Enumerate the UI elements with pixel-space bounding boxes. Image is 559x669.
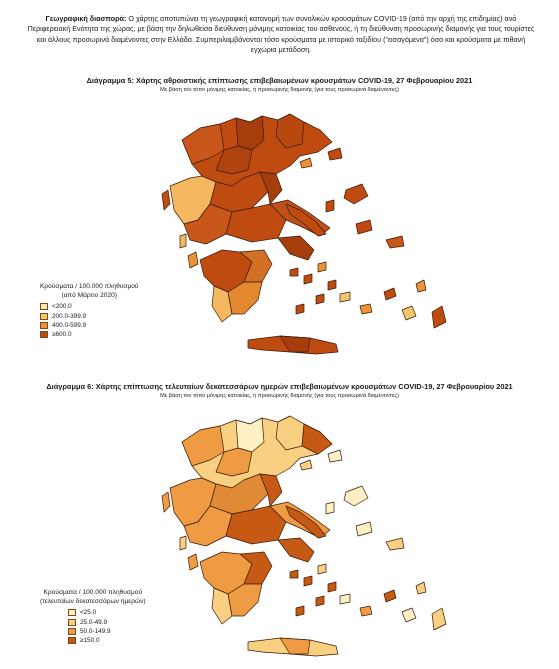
island	[188, 252, 198, 268]
figure5-legend	[40, 282, 139, 340]
legend-swatch	[40, 322, 48, 329]
legend-item: 50.0-149.9	[68, 627, 146, 636]
legend-swatch	[68, 619, 76, 626]
island	[356, 522, 372, 536]
region	[278, 236, 314, 260]
island	[300, 460, 312, 470]
island	[316, 294, 324, 304]
island	[296, 606, 304, 616]
legend-subtitle: (από Μάρτιο 2020)	[61, 292, 117, 299]
legend-swatch	[68, 609, 76, 616]
island	[344, 486, 368, 506]
island	[328, 148, 342, 160]
island	[180, 536, 186, 550]
island	[344, 184, 368, 204]
island	[432, 306, 446, 328]
legend-item: ≥150.0	[68, 636, 146, 645]
island	[304, 576, 312, 586]
intro-text: Ο χάρτης αποτυπώνει τη γεωγραφική κατανομή των συνολικών κρουσμάτων COVID-19 (από την αρχή της επιδημίας) ανά Περιφερειακή Ενότητα της χώρας, με βάση την δηλωθείσα διεύθυνση μόνιμης κατοικίας του ασθενούς, ή τη διεύθυνση προσωρινής διαμονής για τους τουρίστες και άλλους προσωρινά διαμένοντες στην Ελλάδα. Συμπεριλαμβάνονται τόσο κρούσματα με ιστορικό ταξιδίου (“εισαγόμενα”) όσο και κρούσματα με πιθανή εγχώρια μετάδοση.	[27, 14, 535, 55]
island	[328, 450, 342, 462]
island	[162, 190, 170, 210]
legend-title: Κρούσματα / 100.000 πληθυσμού	[43, 589, 143, 596]
legend-swatch	[40, 313, 48, 320]
island	[188, 554, 198, 570]
island	[318, 564, 326, 574]
island	[318, 262, 326, 272]
island	[340, 292, 350, 302]
island	[432, 608, 446, 630]
island	[360, 304, 372, 314]
island	[386, 538, 404, 550]
island	[326, 200, 334, 212]
island	[384, 288, 396, 300]
intro-lead: Γεωγραφική διασπορά:	[45, 14, 127, 23]
island	[356, 220, 372, 234]
legend-item: 400.0-599.9	[40, 321, 139, 330]
figure6-subtitle: Με βάση τον τόπο μόνιμης κατοικίας, ή προσωρινής διαμονής (για τους προσωρινά διαμένοντες)	[160, 393, 399, 399]
island	[416, 582, 426, 594]
island	[296, 304, 304, 314]
island	[180, 234, 186, 248]
legend-item: 25.0-49.9	[68, 617, 146, 626]
island	[384, 590, 396, 602]
legend-item: <25.0	[68, 608, 146, 617]
legend-item: ≥600.0	[40, 330, 139, 339]
legend-swatch	[68, 628, 76, 635]
legend-swatch	[40, 331, 48, 338]
island	[402, 608, 416, 622]
figure5-title: Διάγραμμα 5: Χάρτης αθροιστικής επίπτωσης επιβεβαιωμένων κρουσμάτων COVID-19, 27 Φεβρουαρίου 2021	[86, 76, 473, 85]
legend-title: Κρούσματα / 100.000 πληθυσμού	[40, 283, 139, 290]
island	[326, 502, 334, 514]
figure6-title: Διάγραμμα 6: Χάρτης επίπτωσης τελευταίων δεκατεσσάρων ημερών επιβεβαιωμένων κρουσμάτων COVID-19, 27 Φεβρουαρίου 2021	[46, 382, 513, 391]
legend-subtitle: (τελευταίων δεκατεσσάρων ημερών)	[40, 598, 146, 605]
island	[300, 158, 312, 168]
island	[386, 236, 404, 248]
figure6-legend	[40, 588, 146, 646]
island	[316, 596, 324, 606]
island	[416, 280, 426, 292]
intro-paragraph	[25, 14, 537, 56]
island	[328, 280, 336, 290]
figure5-subtitle: Με βάση τον τόπο μόνιμης κατοικίας, ή προσωρινής διαμονής (για τους προσωρινά διαμένοντες)	[160, 87, 399, 93]
island	[290, 268, 298, 276]
legend-item: 200.0-399.9	[40, 311, 139, 320]
legend-item: <200.0	[40, 302, 139, 311]
island	[304, 274, 312, 284]
legend-swatch	[68, 637, 76, 644]
island	[290, 570, 298, 578]
island	[162, 492, 170, 512]
map-cumulative-incidence	[140, 100, 460, 368]
island	[402, 306, 416, 320]
legend-swatch	[40, 303, 48, 310]
island	[340, 594, 350, 604]
map-14day-incidence	[140, 402, 460, 667]
island	[328, 582, 336, 592]
island	[360, 606, 372, 616]
region	[278, 538, 314, 562]
